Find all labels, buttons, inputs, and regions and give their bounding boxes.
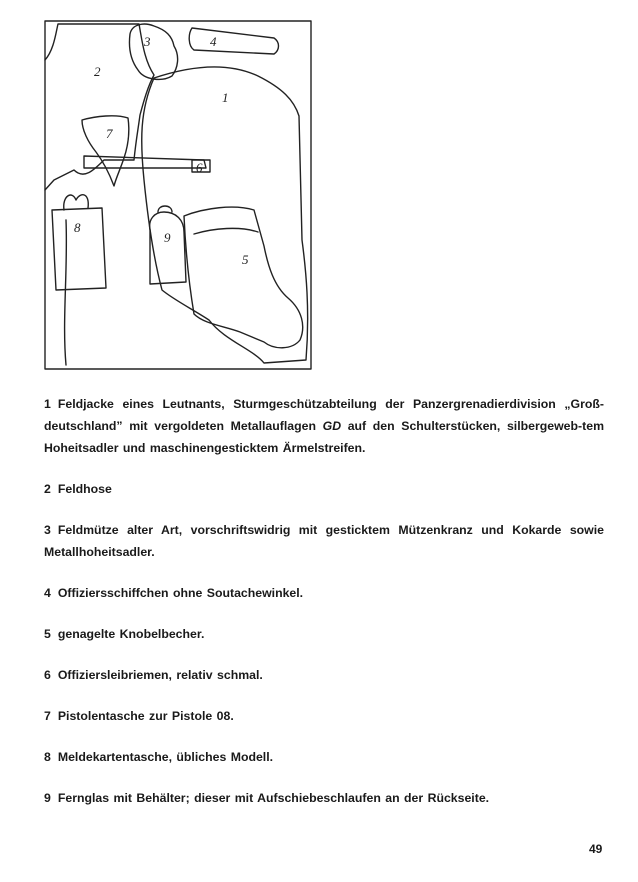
legend-entry-6: 6 Offiziersleibriemen, relativ schmal. bbox=[44, 668, 263, 682]
legend-entry-4: 4 Offiziersschiffchen ohne Soutachewinkel. bbox=[44, 586, 304, 600]
trousers-leg-line bbox=[65, 220, 67, 365]
map-case-strap bbox=[64, 195, 89, 210]
binocular-case-outline bbox=[150, 212, 186, 284]
legend-entry-2: 2 Feldhose bbox=[44, 482, 112, 496]
label-2: 2 bbox=[94, 64, 101, 79]
label-6: 6 bbox=[196, 160, 203, 175]
uniform-key-drawing bbox=[44, 20, 312, 370]
boot-top-line bbox=[194, 228, 258, 234]
jacket-outline bbox=[142, 67, 308, 363]
legend-entry-9: 9 Fernglas mit Behälter; dieser mit Aufschiebeschlaufen an der Rückseite. bbox=[44, 791, 490, 805]
legend-entry-8: 8 Meldekartentasche, übliches Modell. bbox=[44, 750, 274, 764]
legend-entry-3: 3 Feldmütze alter Art, vorschriftswidrig mit gesticktem Mützenkranz und Kokarde sowie Metallhoheitsadler. bbox=[44, 523, 604, 559]
boots-outline bbox=[184, 207, 303, 348]
legend bbox=[44, 393, 604, 809]
label-5: 5 bbox=[242, 252, 249, 267]
label-8: 8 bbox=[74, 220, 81, 235]
label-9: 9 bbox=[164, 230, 171, 245]
field-cap-outline bbox=[129, 24, 177, 79]
legend-entry-7: 7 Pistolentasche zur Pistole 08. bbox=[44, 709, 234, 723]
page-number: 49 bbox=[589, 842, 603, 856]
label-4: 4 bbox=[210, 34, 217, 49]
legend-entry-1: 1 Feldjacke eines Leutnants, Sturmgeschützabteilung der Panzergrenadierdivision „Groß-deutschland” mit vergoldeten Metallauflagen GD auf den Schulterstücken, silbergeweb-tem Hoheitsadler und maschinengesticktem Ärmelstreifen. bbox=[44, 397, 604, 455]
side-cap-outline bbox=[189, 28, 278, 54]
label-3: 3 bbox=[144, 34, 151, 49]
label-7: 7 bbox=[106, 126, 113, 141]
trousers-outline bbox=[45, 24, 154, 190]
label-1: 1 bbox=[222, 90, 229, 105]
binocular-case-lid bbox=[158, 206, 172, 212]
legend-entry-5: 5 genagelte Knobelbecher. bbox=[44, 627, 205, 641]
